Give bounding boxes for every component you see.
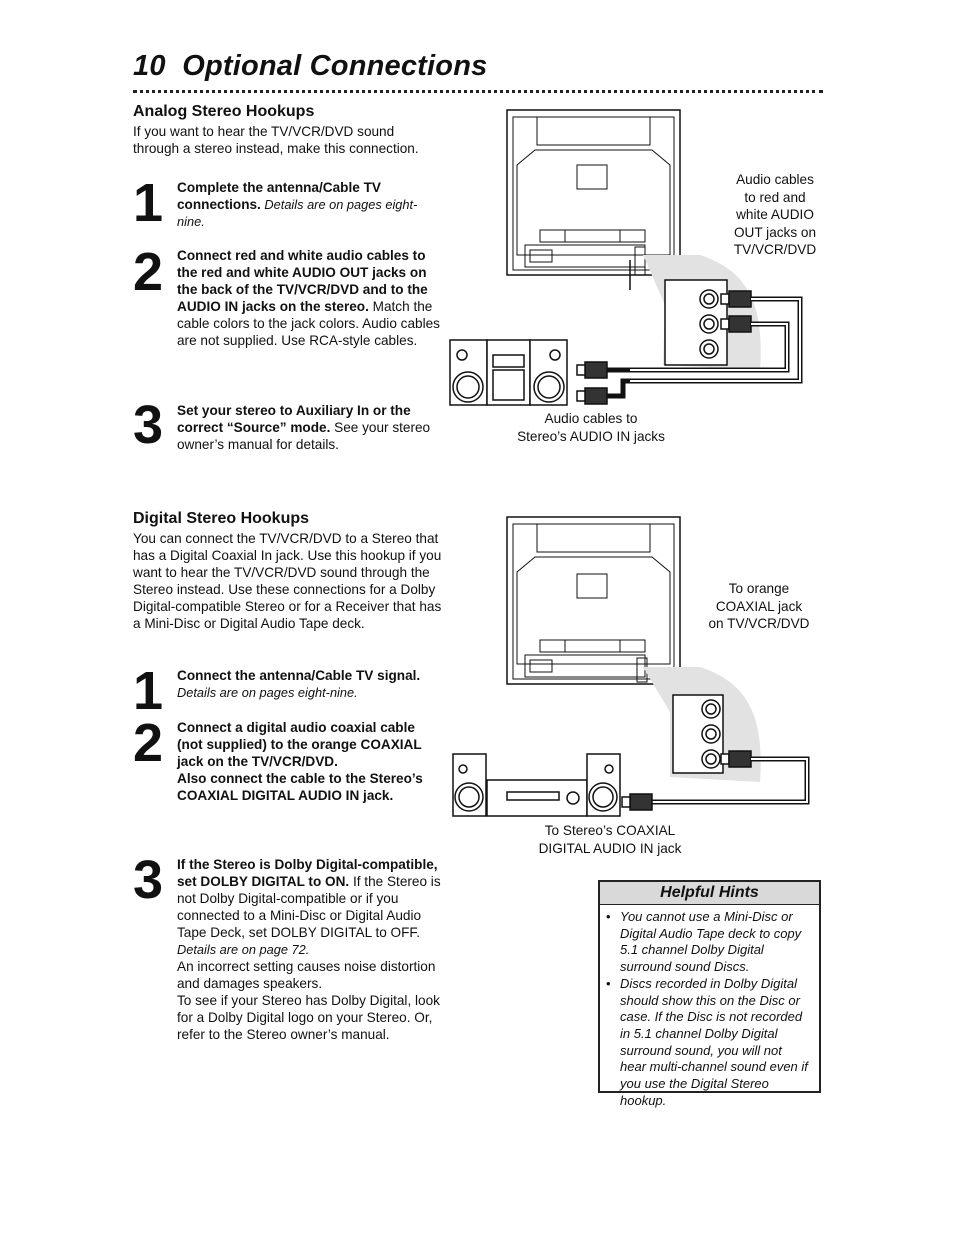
digital-step-3-text: If the Stereo is Dolby Digital-compatible, set DOLBY DIGITAL to ON. If the Stereo is not Dolby Digital-compatible or if you connected to a Mini-Disc or Digital Audio Tape Deck, set DOLBY DIGITAL to OFF. Details are on page 72. An incorrect setting causes noise distortion and damages speakers. To see if your Stereo has Dolby Digital, look for a Dolby Digital logo on your Stereo. Or, refer to the Stereo owner’s manual. bbox=[177, 857, 441, 1042]
helpful-hints-title: Helpful Hints bbox=[600, 882, 819, 905]
coax-plug-tv bbox=[721, 751, 751, 767]
analog-hookup-diagram bbox=[445, 105, 825, 415]
hint-item: • You cannot use a Mini-Disc or Digital Audio Tape deck to copy 5.1 channel Dolby Digital surround sound Discs. bbox=[606, 909, 802, 975]
digital-step-2-text: Connect a digital audio coaxial cable (not supplied) to the orange COAXIAL jack on the TV/VCR/DVD. Also connect the cable to the Stereo’s COAXIAL DIGITAL AUDIO IN jack. bbox=[177, 720, 423, 803]
helpful-hints-list bbox=[600, 905, 819, 1109]
helpful-hints-box bbox=[598, 880, 821, 1108]
analog-intro: If you want to hear the TV/VCR/DVD sound through a stereo instead, make this connection. bbox=[133, 124, 419, 156]
analog-tv-caption: Audio cables to red and white AUDIO OUT jacks on TV/VCR/DVD bbox=[733, 172, 817, 257]
hint-item: • Discs recorded in Dolby Digital should show this on the Disc or case. If the Disc is not recorded in 5.1 channel Dolby Digital surround sound, you will not hear multi-channel sound even if you use the Digital Stereo hookup. bbox=[606, 975, 808, 1108]
digital-stereo-caption: To Stereo’s COAXIAL DIGITAL AUDIO IN jack bbox=[538, 823, 682, 856]
page-number: 10 bbox=[133, 50, 166, 82]
coax-plug-stereo bbox=[622, 794, 652, 810]
analog-heading: Analog Stereo Hookups bbox=[133, 103, 315, 120]
page-title-text: Optional Connections bbox=[182, 50, 488, 82]
stereo-system-illustration bbox=[450, 340, 567, 405]
digital-step-2-number: 2 bbox=[133, 713, 164, 773]
digital-step-3-number: 3 bbox=[133, 850, 164, 910]
tv-rear-illustration bbox=[507, 517, 680, 684]
analog-step-1-number: 1 bbox=[133, 173, 164, 233]
digital-hookup-diagram bbox=[445, 512, 825, 820]
digital-heading: Digital Stereo Hookups bbox=[133, 510, 310, 527]
analog-step-2-number: 2 bbox=[133, 242, 164, 302]
digital-tv-caption: To orange COAXIAL jack on TV/VCR/DVD bbox=[708, 581, 810, 631]
digital-step-1-number: 1 bbox=[133, 661, 164, 721]
analog-stereo-caption: Audio cables to Stereo’s AUDIO IN jacks bbox=[517, 411, 665, 444]
analog-step-3-text: Set your stereo to Auxiliary In or the correct “Source” mode. See your stereo owner’s manual for details. bbox=[177, 403, 431, 452]
digital-intro: You can connect the TV/VCR/DVD to a Stereo that has a Digital Coaxial In jack. Use this hookup if you want to hear the TV/VCR/DVD sound through the Stereo instead. Use these connections for a Dolby Digital-compatible Stereo or for a Receiver that has a Mini-Disc or Digital Audio Tape deck. bbox=[133, 531, 442, 631]
analog-step-2-text: Connect red and white audio cables to the red and white AUDIO OUT jacks on the back of the TV/VCR/DVD and to the AUDIO IN jacks on the stereo. Match the cable colors to the jack colors. Audio cables are not supplied. Use RCA-style cables. bbox=[177, 248, 440, 348]
audio-out-jack-panel bbox=[665, 280, 727, 365]
analog-step-1-text: Complete the antenna/Cable TV connections. Details are on pages eight-nine. bbox=[177, 180, 418, 229]
coaxial-jack-panel bbox=[673, 695, 723, 773]
receiver-system-illustration bbox=[453, 754, 620, 816]
title-divider bbox=[133, 90, 823, 93]
rca-plugs-stereo bbox=[577, 362, 607, 404]
digital-step-1-text: Connect the antenna/Cable TV signal. Details are on pages eight-nine. bbox=[177, 668, 421, 700]
analog-step-3-number: 3 bbox=[133, 395, 164, 455]
page-title bbox=[133, 50, 487, 83]
